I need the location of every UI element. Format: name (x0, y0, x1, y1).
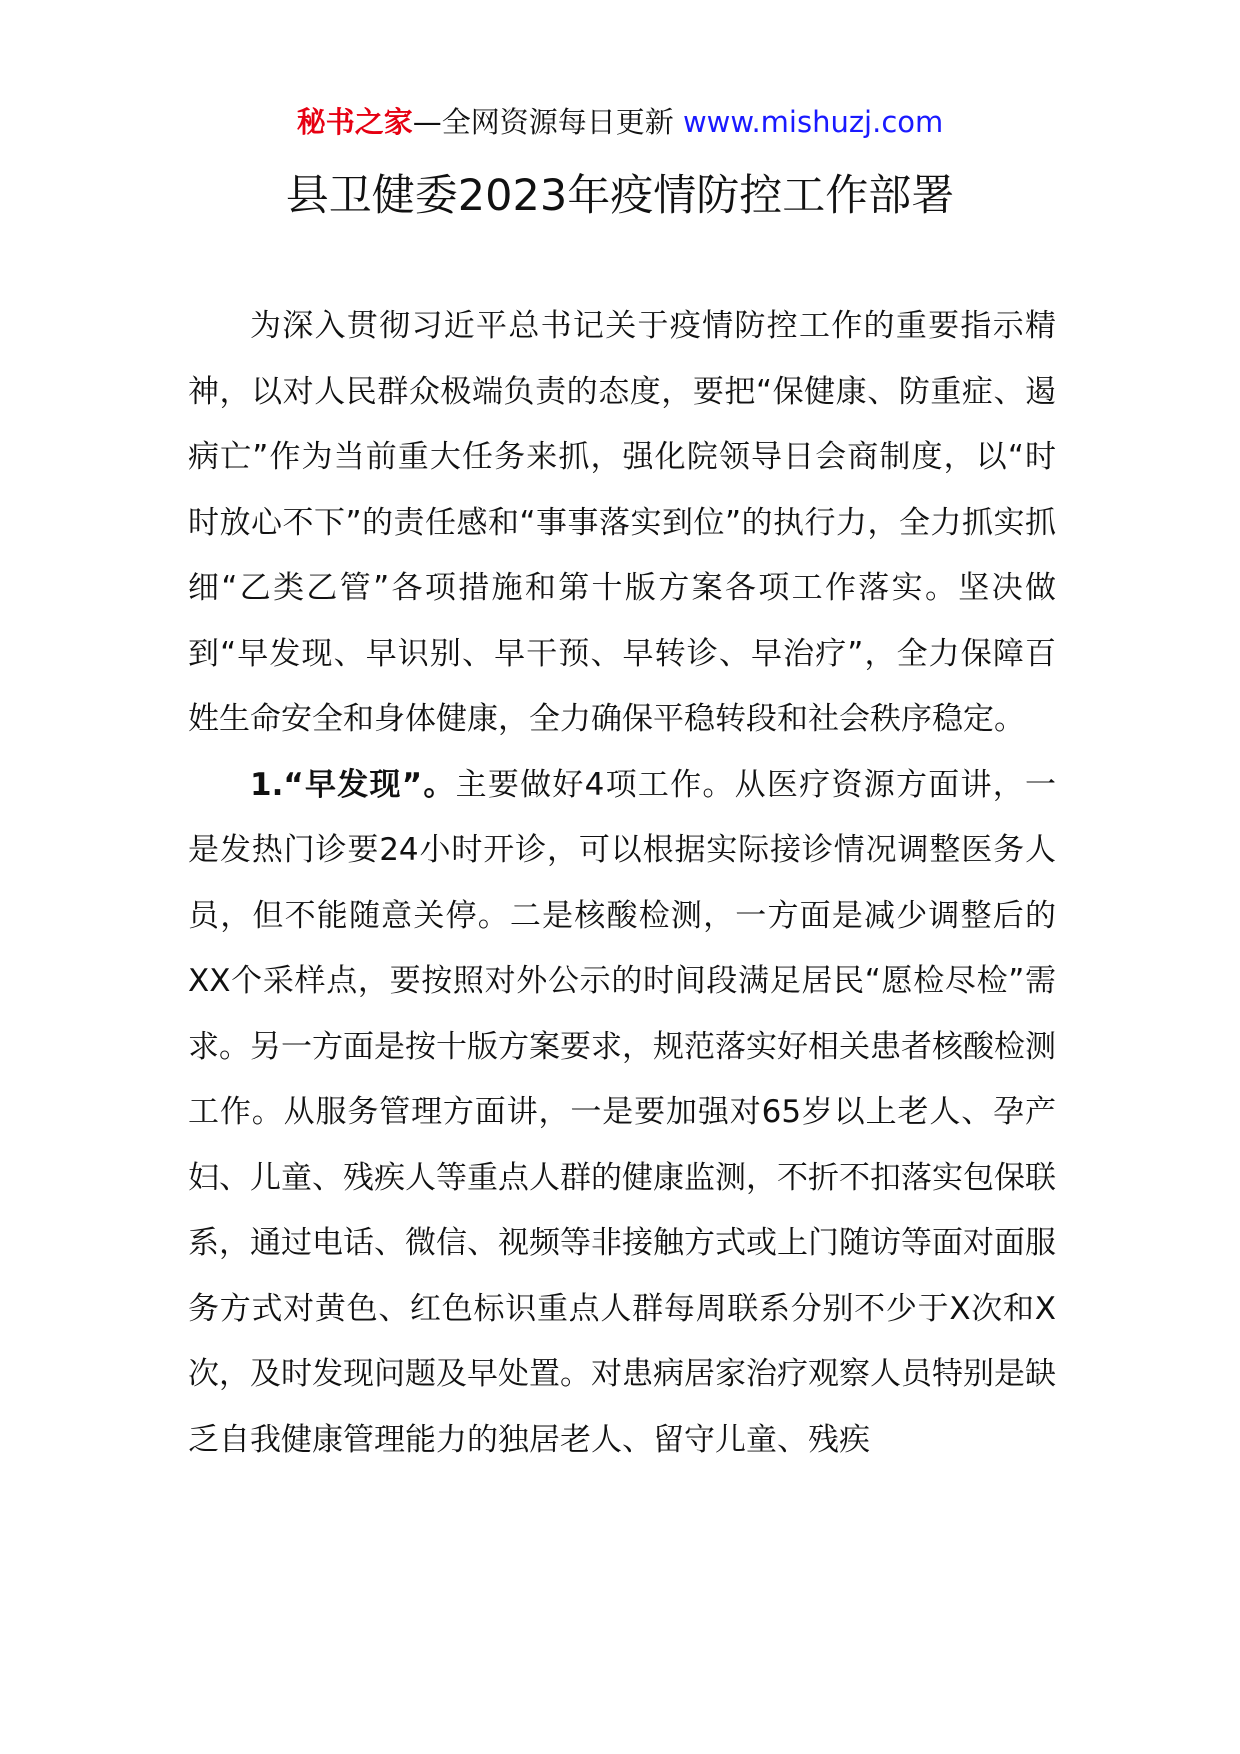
document-title: 县卫健委2023年疫情防控工作部署 (285, 171, 955, 221)
site-banner (0, 100, 1240, 144)
site-brand: 秘书之家 (296, 105, 413, 139)
paragraph-lead: 1.“早发现”。 (250, 766, 456, 803)
document-body (188, 294, 1056, 1473)
paragraph-intro (188, 294, 1056, 753)
paragraph-text: 为深入贯彻习近平总书记关于疫情防控工作的重要指示精神，以对人民群众极端负责的态度，要把“保健康、防重症、遏病亡”作为当前重大任务来抓，强化院领导日会商制度，以“时时放心不下”的责任感和“事事落实到位”的执行力，全力抓实抓细“乙类乙管”各项措施和第十版方案各项工作落实。坚决做到“早发现、早识别、早干预、早转诊、早治疗”，全力保障百姓生命安全和身体健康，全力确保平稳转段和社会秩序稳定。 (188, 308, 1056, 737)
site-slogan: —全网资源每日更新 (412, 105, 683, 139)
site-url-link[interactable]: www.mishuzj.com (682, 105, 944, 139)
paragraph-early-detection (188, 753, 1056, 1474)
paragraph-text: 主要做好4项工作。从医疗资源方面讲，一是发热门诊要24小时开诊，可以根据实际接诊情况调整医务人员，但不能随意关停。二是核酸检测，一方面是减少调整后的XX个采样点，要按照对外公示的时间段满足居民“愿检尽检”需求。另一方面是按十版方案要求，规范落实好相关患者核酸检测工作。从服务管理方面讲，一是要加强对65岁以上老人、孕产妇、儿童、残疾人等重点人群的健康监测，不折不扣落实包保联系，通过电话、微信、视频等非接触方式或上门随访等面对面服务方式对黄色、红色标识重点人群每周联系分别不少于X次和X次，及时发现问题及早处置。对患病居家治疗观察人员特别是缺乏自我健康管理能力的独居老人、留守儿童、残疾 (188, 766, 1056, 1458)
